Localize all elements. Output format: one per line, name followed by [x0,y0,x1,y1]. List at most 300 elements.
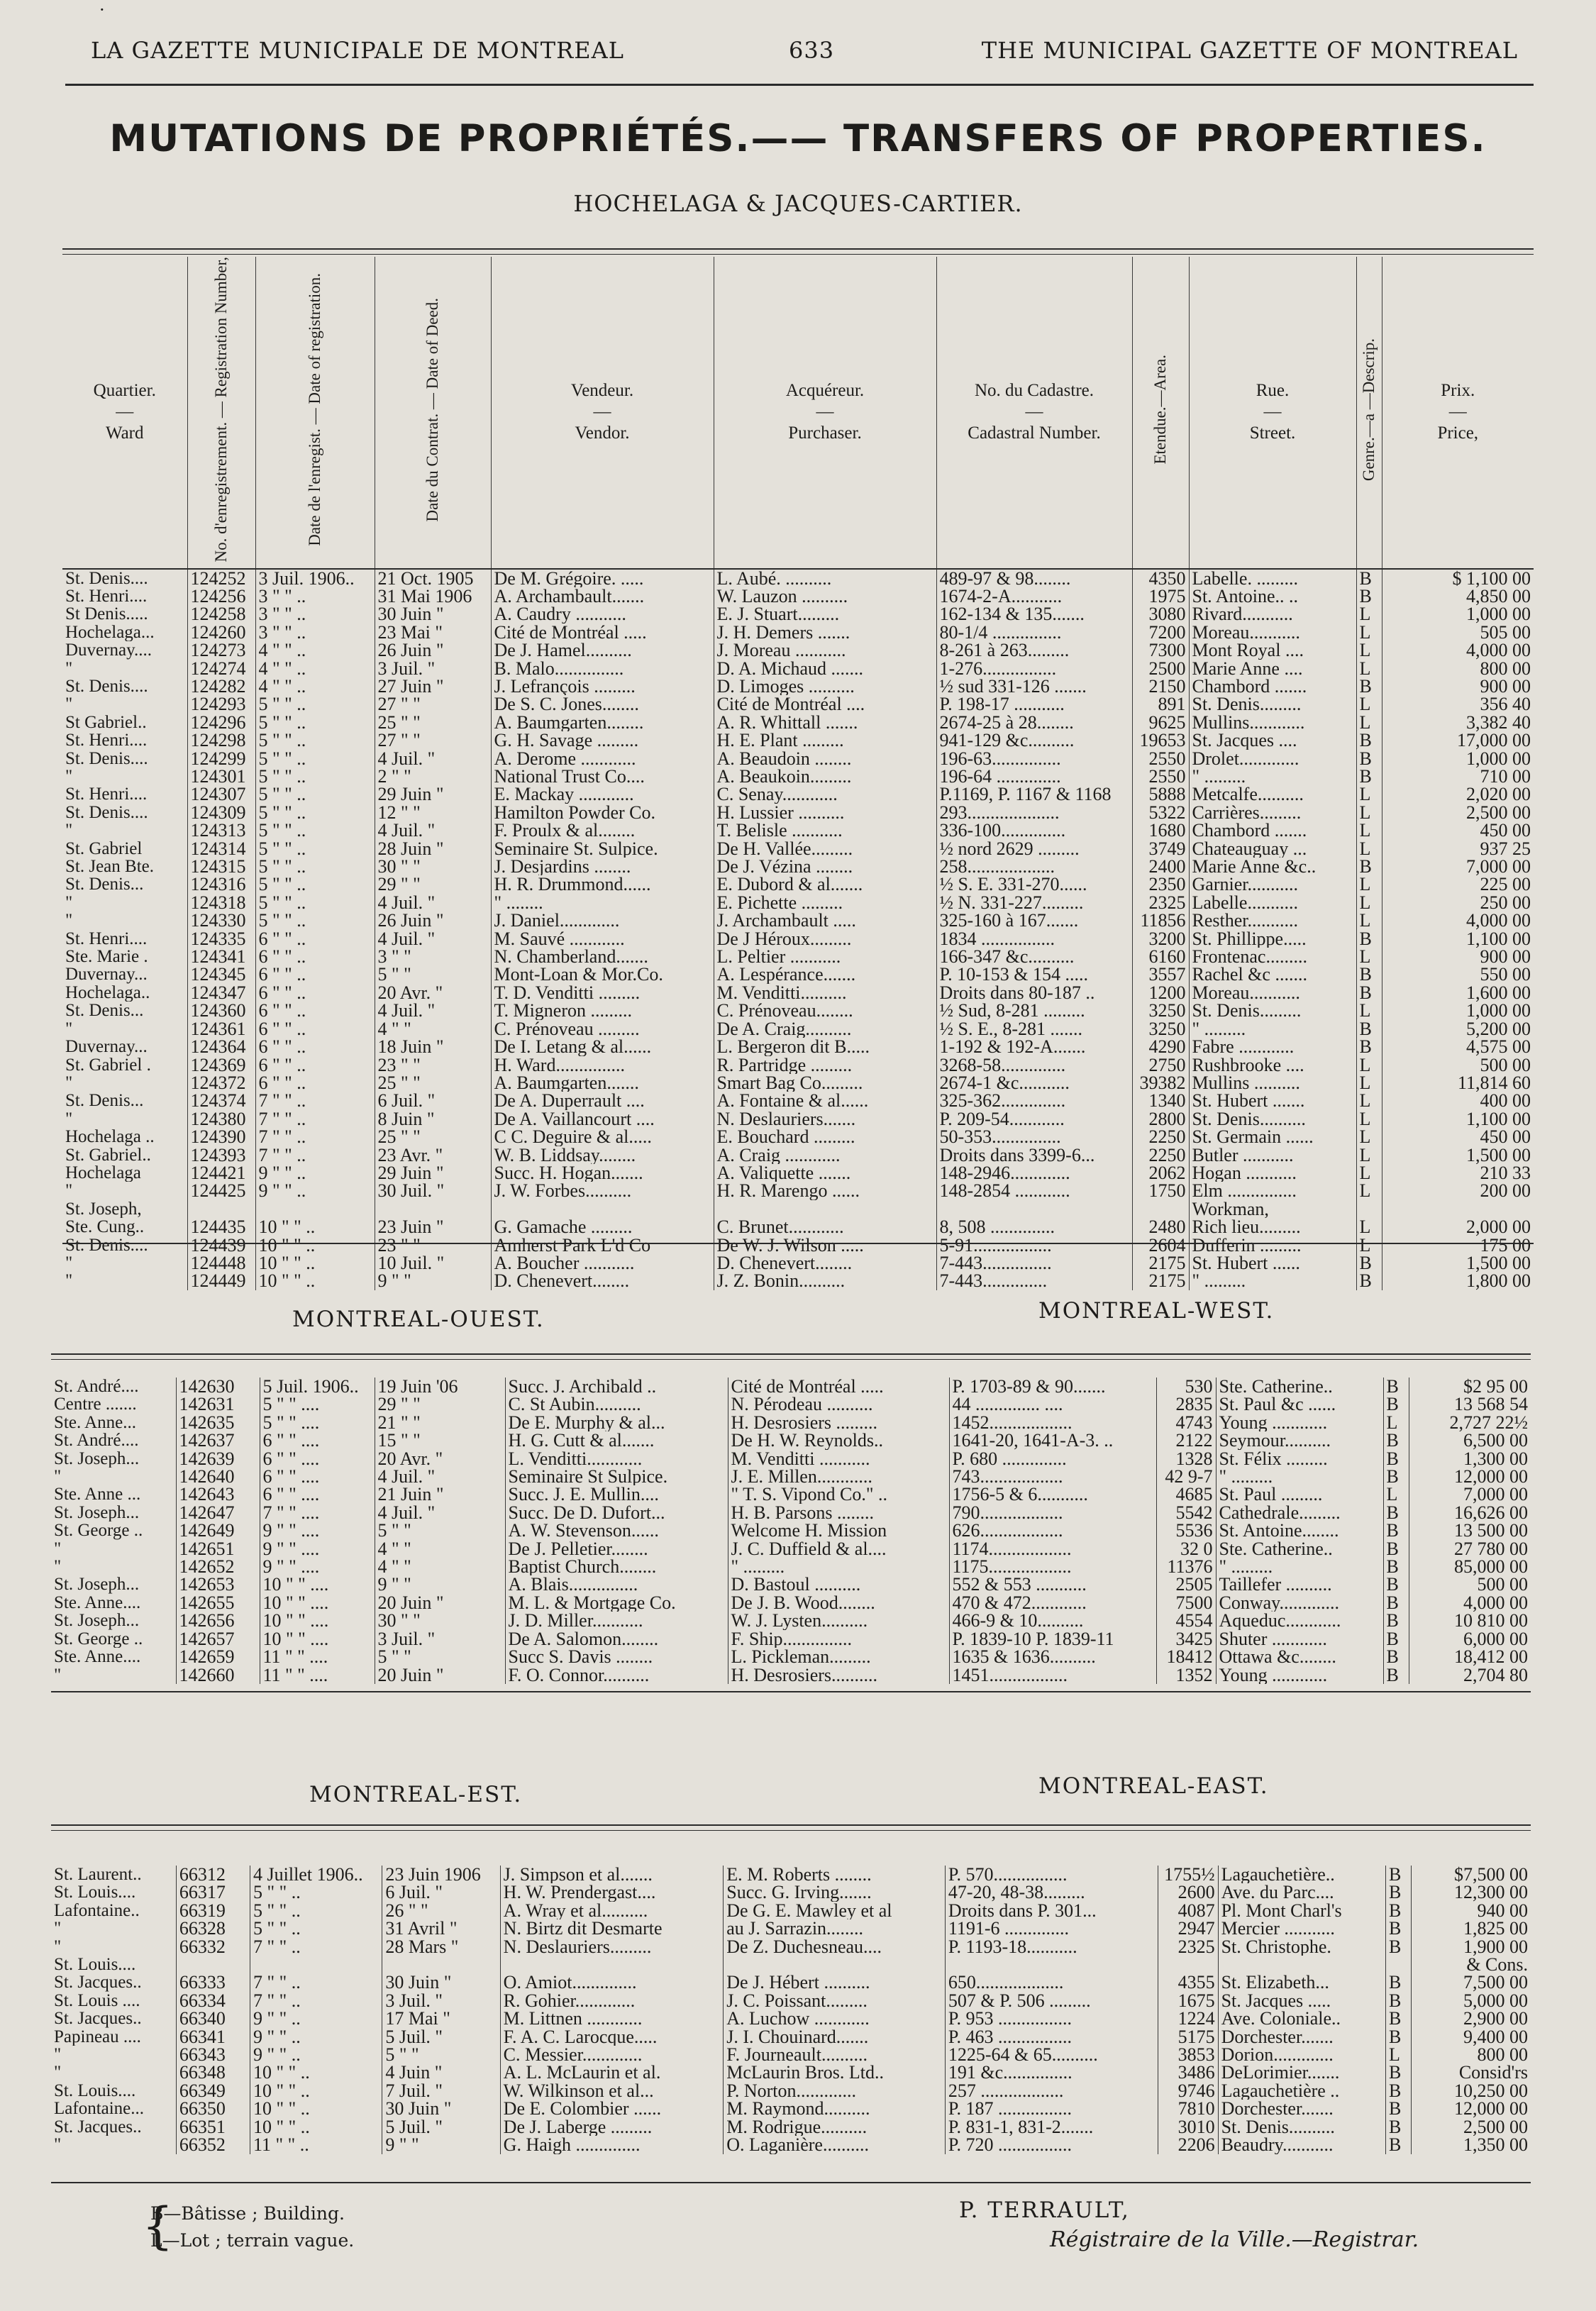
cell-deed-date: 23 Juin 1906 [382,1866,500,1883]
cell-reg-date: 7 " " .. [255,1128,375,1146]
table-body-hochelaga [62,569,1534,1290]
cell-ward: St. Henri.... [62,731,187,749]
cell-reg-number: 124448 [187,1254,255,1272]
cell-ward: St. Denis.... [62,1236,187,1254]
cell-deed-date: 3 " " [375,948,491,965]
cell-purchaser: J. Archambault ..... [714,911,936,929]
cell-descr: B [1386,1902,1412,1919]
cell-purchaser: Welcome H. Mission [728,1522,949,1539]
cell-ward: St. Denis.... [62,677,187,695]
cell-area: 2150 [1132,677,1189,695]
cell-vendor: Succ. H. Hogan....... [491,1164,714,1182]
cell-area: 11856 [1132,911,1189,929]
cell-area: 2250 [1132,1146,1189,1164]
cell-area: 2500 [1132,660,1189,677]
cell-street: St. Phillippe..... [1189,930,1356,948]
cell-reg-date: 4 " " .. [255,660,375,677]
cell-purchaser: De W. J. Wilson ..... [714,1236,936,1254]
cell-street: Mullins............ [1189,714,1356,731]
cell-reg-number: 124335 [187,930,255,948]
cell-area: 3250 [1132,1002,1189,1019]
cell-cadastral: 80-1/4 ............... [936,624,1132,641]
cell-reg-date: 5 " " .. [255,840,375,858]
cell-area: 3425 [1156,1630,1216,1648]
cell-descr: L [1356,1146,1382,1164]
cell-reg-date: 5 " " .. [255,875,375,893]
cell-area: 19653 [1132,731,1189,749]
cell-descr: L [1356,624,1382,641]
cell-descr: B [1386,2118,1412,2136]
cell-ward: St. Gabriel . [62,1056,187,1074]
header-cadastral: No. du Cadastre. — Cadastral Number. [936,257,1132,569]
cell-reg-date: 6 " " .. [255,1020,375,1038]
cell-deed-date: 29 Juin " [375,1164,491,1182]
table-row [51,1540,1531,1558]
cell-deed-date: 6 Juil. " [382,1883,500,1901]
table-row [62,695,1534,713]
cell-price: 85,000 00 [1454,1558,1528,1576]
cell-vendor: " ........ [491,894,714,911]
cell-cadastral: ½ nord 2629 ......... [936,840,1132,858]
cell-cadastral: 743.................. [949,1468,1156,1485]
cell-purchaser: M. Raymond.......... [724,2100,946,2117]
cell-purchaser: H. B. Parsons ........ [728,1504,949,1522]
cell-purchaser: M. Venditti.......... [714,984,936,1002]
cell-purchaser: H. Desrosiers ......... [728,1414,949,1431]
cell-vendor: J. W. Forbes.......... [491,1182,714,1199]
cell-street: Ave. du Parc.... [1218,1883,1385,1901]
table-row [51,1630,1531,1648]
cell-descr: B [1386,2063,1412,2081]
cell-deed-date: 21 " " [375,1414,505,1431]
cell-vendor: E. Mackay ............ [491,785,714,803]
cell-cadastral: P. 1703-89 & 90....... [949,1378,1156,1395]
cell-descr: L [1356,1074,1382,1092]
cell-descr: B [1386,2010,1412,2027]
table-row [51,1395,1531,1413]
cell-cadastral: ½ Sud, 8-281 ......... [936,1002,1132,1019]
cell-price: 13 500 00 [1454,1522,1528,1540]
cell-price: 500 00 [1477,1575,1528,1594]
cell-vendor: G. H. Savage ......... [491,731,714,749]
cell-deed-date: 5 " " [382,2046,500,2063]
cell-reg-number: 142660 [176,1666,260,1684]
cell-cadastral: P. 680 .............. [949,1450,1156,1468]
cell-vendor: Baptist Church........ [505,1558,728,1575]
cell-price: 800 00 [1477,2046,1528,2064]
cell-ward: Hochelaga .. [62,1128,187,1146]
cell-reg-number: 124361 [187,1020,255,1038]
cell-reg-date: 5 " " .. [255,731,375,749]
cell-purchaser: F. Journeault.......... [724,2046,946,2063]
table-row [62,714,1534,731]
cell-vendor: C. St Aubin.......... [505,1395,728,1413]
cell-ward: Ste. Anne... [51,1414,176,1431]
cell-price: 450 00 [1480,821,1531,840]
cell-descr: B [1383,1648,1409,1666]
cell-cadastral: 325-362.............. [936,1092,1132,1109]
cell-reg-date: 10 " " .. [255,1254,375,1272]
cell-ward: St Gabriel.. [62,714,187,731]
cell-price: 17,000 00 [1457,731,1531,750]
cell-street: Lagauchetière.. [1218,1866,1385,1883]
cell-descr: L [1356,1092,1382,1109]
cell-vendor: F. A. C. Larocque..... [500,2028,724,2046]
cell-street: Frontenac......... [1189,948,1356,965]
table-row [51,2063,1531,2081]
cell-price: & Cons. [1466,1956,1528,1974]
cell-reg-date: 7 " " .. [255,1146,375,1164]
cell-price: 2,500 00 [1466,803,1531,822]
cell-vendor: Succ. J. Archibald .. [505,1378,728,1395]
table-row [62,1128,1534,1146]
cell-price: 4,000 00 [1466,911,1531,930]
cell-ward: St. George .. [51,1522,176,1539]
cell-descr: B [1383,1450,1409,1468]
table-row [62,984,1534,1002]
cell-reg-number: 124380 [187,1110,255,1128]
cell-ward: St. Gabriel [62,840,187,858]
cell-purchaser: H. Lussier .......... [714,804,936,821]
cell-descr: B [1386,1973,1412,1991]
cell-area: 2600 [1158,1883,1218,1901]
east-top-rule [51,1824,1531,1826]
cell-area: 11376 [1156,1558,1216,1575]
cell-street: Ste. Catherine.. [1216,1540,1383,1558]
cell-descr: L [1356,605,1382,623]
cell-street: Lagauchetière .. [1218,2082,1385,2100]
cell-deed-date: 23 Avr. " [375,1146,491,1164]
cell-cadastral: 336-100.............. [936,821,1132,839]
cell-deed-date: 19 Juin '06 [375,1378,505,1395]
cell-vendor: F. O. Connor.......... [505,1666,728,1684]
cell-purchaser: M. Venditti ........... [728,1450,949,1468]
west-top-rule [51,1353,1531,1355]
cell-reg-number: 124313 [187,821,255,839]
cell-reg-date: 11 " " .... [260,1648,375,1666]
cell-price: $7,500 00 [1454,1866,1528,1884]
cell-reg-number: 124316 [187,875,255,893]
cell-deed-date: 20 Avr. " [375,984,491,1002]
cell-purchaser: F. Ship............... [728,1630,949,1648]
cell-purchaser: De A. Craig.......... [714,1020,936,1038]
cell-reg-date: 5 " " .. [255,858,375,875]
cell-reg-number [176,1956,250,1973]
cell-street [1218,1956,1385,1973]
cell-deed-date: 4 Juil. " [375,930,491,948]
cell-reg-number: 124315 [187,858,255,875]
cell-purchaser [714,1200,936,1218]
cell-cadastral: 191 &c............... [945,2063,1158,2081]
cell-area [1132,1200,1189,1218]
table-row [62,894,1534,911]
cell-ward: St. Joseph, [62,1200,187,1218]
cell-reg-date: 10 " " .... [260,1594,375,1612]
cell-street: St. Paul ......... [1216,1485,1383,1503]
cell-ward: St. Joseph... [51,1612,176,1629]
cell-price: 4,000 00 [1463,1593,1528,1612]
cell-purchaser: T. Belisle ........... [714,821,936,839]
cell-descr: L [1356,714,1382,731]
cell-ward: Papineau .... [51,2028,176,2046]
cell-price: 16,626 00 [1454,1503,1528,1522]
cell-deed-date: 4 Juil. " [375,1504,505,1522]
cell-purchaser: E. J. Stuart......... [714,605,936,623]
table-row [62,840,1534,858]
cell-price: 1,800 00 [1466,1272,1531,1290]
cell-reg-date: 10 " " .. [255,1218,375,1236]
cell-street: Metcalfe.......... [1189,785,1356,803]
cell-purchaser: H. Desrosiers.......... [728,1666,949,1684]
table-row [62,930,1534,948]
cell-reg-number: 66349 [176,2082,250,2100]
cell-reg-number: 142635 [176,1414,260,1431]
cell-deed-date: 30 Juin " [382,1973,500,1991]
cell-vendor: N. Birtz dit Desmarte [500,1919,724,1937]
cell-descr: L [1356,875,1382,893]
cell-purchaser: J. C. Poissant......... [724,1992,946,2010]
cell-ward: St. Denis... [62,1092,187,1109]
cell-deed-date: 7 Juil. " [382,2082,500,2100]
table-bottom-rule [62,1243,1534,1244]
cell-reg-number: 124435 [187,1218,255,1236]
page-title: MUTATIONS DE PROPRIÉTÉS.—— TRANSFERS OF PROPERTIES. [109,117,1487,160]
cell-reg-number: 124347 [187,984,255,1002]
cell-vendor: J. D. Miller........... [505,1612,728,1629]
cell-price: 27 780 00 [1454,1539,1528,1558]
table-row [62,1164,1534,1182]
cell-reg-date: 5 " " .... [260,1414,375,1431]
cell-deed-date: 9 " " [375,1575,505,1593]
cell-vendor: Mont-Loan & Mor.Co. [491,965,714,983]
cell-cadastral: 148-2854 ............ [936,1182,1132,1199]
cell-reg-date: 4 " " .. [255,677,375,695]
cell-area: 4087 [1158,1902,1218,1919]
cell-price: 10,250 00 [1454,2081,1528,2100]
east-bottom-rule [51,2182,1531,2183]
cell-ward: " [51,2063,176,2081]
cell-street: " ......... [1216,1558,1383,1575]
cell-vendor: T. D. Venditti ......... [491,984,714,1002]
cell-reg-date: 6 " " .. [255,1038,375,1055]
cell-cadastral: P. 1839-10 P. 1839-11 [949,1630,1156,1648]
cell-purchaser: A. Valiquette ....... [714,1164,936,1182]
cell-street: Marie Anne &c.. [1189,858,1356,875]
cell-reg-number: 124364 [187,1038,255,1055]
cell-ward: " [62,911,187,929]
table-row [62,767,1534,785]
cell-area: 891 [1132,695,1189,713]
section-label-west-en: MONTREAL-WEST. [1038,1298,1275,1324]
cell-deed-date: 29 " " [375,1395,505,1413]
cell-price: 1,000 00 [1466,749,1531,768]
table-row [51,1919,1531,1937]
cell-descr: L [1356,1110,1382,1128]
cell-ward: " [62,1272,187,1290]
cell-reg-number: 124296 [187,714,255,731]
cell-purchaser: L. Peltier ........... [714,948,936,965]
legend-brace: { [142,2197,174,2255]
cell-purchaser: E. Dubord & al....... [714,875,936,893]
cell-cadastral: 1674-2-A........... [936,587,1132,605]
cell-vendor: A. Derome ............ [491,750,714,767]
cell-deed-date: 20 Juin " [375,1594,505,1612]
cell-descr [1386,1956,1412,1973]
cell-deed-date: 3 Juil. " [375,660,491,677]
cell-descr: B [1356,1254,1382,1272]
cell-ward: " [62,821,187,839]
cell-vendor: De I. Letang & al...... [491,1038,714,1055]
cell-ward: " [51,1938,176,1956]
cell-cadastral: 466-9 & 10.......... [949,1612,1156,1629]
cell-deed-date: 8 Juin " [375,1110,491,1128]
cell-price: 5,000 00 [1463,1991,1528,2010]
table-row [51,1594,1531,1612]
cell-descr: L [1356,1164,1382,1182]
cell-area: 2550 [1132,767,1189,785]
cell-purchaser: A. R. Whittall ....... [714,714,936,731]
cell-cadastral: ½ sud 331-126 ....... [936,677,1132,695]
cell-reg-date: 5 " " .. [255,767,375,785]
cell-cadastral: 50-353............... [936,1128,1132,1146]
cell-area: 1755½ [1158,1866,1218,1883]
cell-descr: B [1383,1378,1409,1395]
cell-descr: B [1383,1431,1409,1449]
cell-descr: B [1356,1272,1382,1290]
cell-cadastral: 7-443.............. [936,1272,1132,1290]
cell-street: Marie Anne .... [1189,660,1356,677]
cell-street: St. Jacques .... [1189,731,1356,749]
cell-ward: Lafontaine.. [51,1902,176,1919]
cell-area: 1340 [1132,1092,1189,1109]
cell-area: 2175 [1132,1272,1189,1290]
cell-deed-date: 27 " " [375,731,491,749]
district-title: HOCHELAGA & JACQUES-CARTIER. [573,190,1023,217]
cell-street: Shuter ............ [1216,1630,1383,1648]
cell-vendor: A. Caudry ........... [491,605,714,623]
cell-reg-date: 6 " " .. [255,930,375,948]
cell-purchaser: E. Bouchard ......... [714,1128,936,1146]
running-head [91,34,1518,70]
cell-vendor: J. Daniel............. [491,911,714,929]
cell-street: Mont Royal .... [1189,641,1356,659]
cell-deed-date: 29 " " [375,875,491,893]
cell-purchaser: A. Fontaine & al...... [714,1092,936,1109]
cell-ward: " [62,695,187,713]
cell-area: 5888 [1132,785,1189,803]
cell-ward: St. Henri.... [62,587,187,605]
cell-price: $ 1,100 00 [1452,568,1531,587]
cell-street: Chateauguay ... [1189,840,1356,858]
cell-deed-date: 18 Juin " [375,1038,491,1055]
cell-price: 5,200 00 [1466,1019,1531,1038]
head-rule [65,84,1534,86]
cell-price: 7,000 00 [1466,858,1531,876]
cell-area: 42 9-7 [1156,1468,1216,1485]
cell-cadastral: 257 .................. [945,2082,1158,2100]
cell-deed-date: 5 Juil. " [382,2028,500,2046]
cell-price: 225 00 [1480,875,1531,894]
cell-deed-date: 30 " " [375,1612,505,1629]
cell-reg-date: 10 " " .. [255,1272,375,1290]
cell-reg-date: 9 " " .. [250,2010,382,2027]
cell-price: 2,500 00 [1463,2117,1528,2137]
cell-cadastral: 196-63............... [936,750,1132,767]
cell-vendor: De A. Vaillancourt .... [491,1110,714,1128]
cell-descr: B [1356,731,1382,749]
cell-reg-number: 142652 [176,1558,260,1575]
cell-area: 3749 [1132,840,1189,858]
cell-cadastral: 325-160 à 167....... [936,911,1132,929]
table-row [51,1956,1531,1973]
cell-cadastral: 2674-25 à 28........ [936,714,1132,731]
cell-purchaser: De J Héroux......... [714,930,936,948]
cell-reg-number: 66343 [176,2046,250,2063]
cell-street: Taillefer .......... [1216,1575,1383,1593]
cell-purchaser: A. Luchow ............ [724,2010,946,2027]
cell-price: 800 00 [1480,659,1531,677]
table-row [51,1504,1531,1522]
section-label-west-fr: MONTREAL-OUEST. [292,1307,545,1332]
cell-area: 3200 [1132,930,1189,948]
cell-reg-date: 10 " " .. [255,1236,375,1254]
cell-purchaser: L. Aubé. .......... [714,569,936,587]
table-row [62,605,1534,623]
cell-descr: L [1356,695,1382,713]
table-row [62,587,1534,605]
cell-vendor: A. Archambault....... [491,587,714,605]
cell-vendor: De J. Pelletier........ [505,1540,728,1558]
cell-price: 1,600 00 [1466,983,1531,1002]
cell-ward: Centre ....... [51,1395,176,1413]
cell-street: St. Jacques ..... [1218,1992,1385,2010]
cell-street: Rivard........... [1189,605,1356,623]
cell-deed-date: 9 " " [382,2136,500,2154]
cell-deed-date: 2 " " [375,767,491,785]
cell-reg-number: 142659 [176,1648,260,1666]
table-row [62,731,1534,749]
cell-cadastral: 1641-20, 1641-A-3. .. [949,1431,1156,1449]
cell-descr: B [1356,587,1382,605]
cell-deed-date: 20 Juin " [375,1666,505,1684]
cell-purchaser: De Z. Duchesneau.... [724,1938,946,1956]
cell-reg-date: 6 " " .... [260,1485,375,1503]
cell-price: 4,575 00 [1466,1038,1531,1056]
cell-ward: " [62,894,187,911]
cell-cadastral: P. 187 ................ [945,2100,1158,2117]
cell-vendor: De A. Duperrault .... [491,1092,714,1109]
cell-vendor: Succ S. Davis ........ [505,1648,728,1666]
cell-area [1158,1956,1218,1973]
cell-street: Ottawa &c........ [1216,1648,1383,1666]
cell-vendor: De J. Hamel.......... [491,641,714,659]
table-row [62,1110,1534,1128]
cell-vendor: W. B. Liddsay........ [491,1146,714,1164]
cell-vendor: H. Ward............... [491,1056,714,1074]
cell-reg-number: 124449 [187,1272,255,1290]
cell-street: Mullins .......... [1189,1074,1356,1092]
cell-area: 2325 [1132,894,1189,911]
cell-reg-date: 5 Juil. 1906.. [260,1378,375,1395]
cell-area: 6160 [1132,948,1189,965]
cell-vendor: Succ. J. E. Mullin.... [505,1485,728,1503]
cell-cadastral: ½ N. 331-227......... [936,894,1132,911]
cell-price: 210 33 [1480,1163,1531,1182]
cell-reg-date: 6 " " .... [260,1450,375,1468]
cell-street: St. Antoine........ [1216,1522,1383,1539]
cell-vendor: J. Simpson et al....... [500,1866,724,1883]
cell-price: 1,500 00 [1466,1146,1531,1164]
